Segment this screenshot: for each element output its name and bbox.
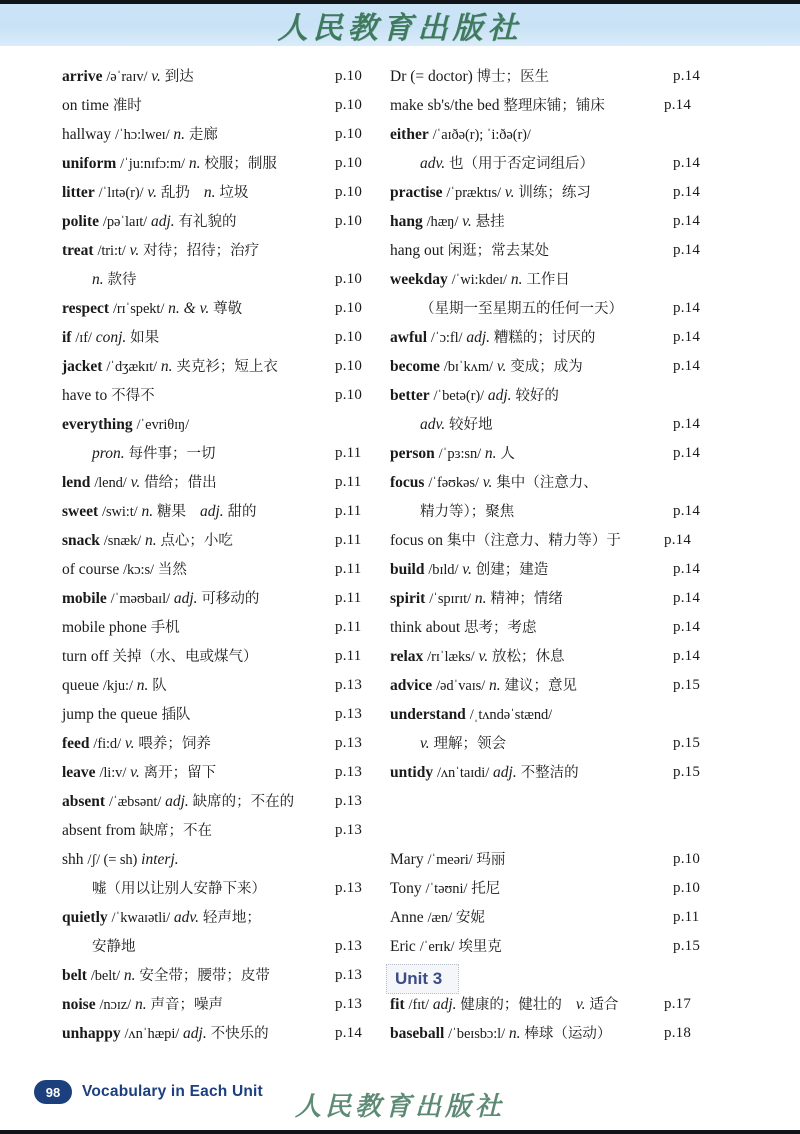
entry-page-reference: p.13 [335, 938, 363, 954]
entry-page-reference: p.11 [335, 648, 362, 664]
vocabulary-entry [62, 932, 372, 961]
vocabulary-entry [390, 439, 710, 468]
unit-label: Unit 3 [386, 964, 459, 994]
entry-page-reference: p.11 [335, 503, 362, 519]
entry-page-reference: p.10 [335, 387, 363, 403]
entry-text: hang /hæŋ/ v. 悬挂 [390, 213, 505, 230]
entry-page-reference: p.13 [335, 764, 363, 780]
entry-text: v. 理解；领会 [420, 735, 506, 752]
entry-text: mobile phone 手机 [62, 619, 180, 636]
entry-page-reference: p.10 [335, 155, 363, 171]
entry-text: on time 准时 [62, 97, 142, 114]
vocabulary-entry [390, 758, 710, 787]
entry-text: （星期一至星期五的任何一天） [420, 301, 623, 317]
entry-page-reference: p.10 [335, 97, 363, 113]
entry-text: adv. 也（用于否定词组后） [420, 155, 594, 172]
entry-text: hang out 闲逛；常去某处 [390, 242, 550, 259]
vocabulary-entry [390, 642, 710, 671]
entry-page-reference: p.14 [673, 561, 701, 577]
entry-text: treat /tri:t/ v. 对待；招待；治疗 [62, 242, 260, 259]
vocabulary-entry [62, 294, 372, 323]
entry-text: litter /ˈlɪtə(r)/ v. 乱扔 n. 垃圾 [62, 184, 249, 201]
vocabulary-column-left [62, 62, 372, 1048]
vocabulary-entry [390, 932, 710, 961]
entry-text: focus /ˈfəʊkəs/ v. 集中（注意力、 [390, 474, 598, 491]
entry-text: turn off 关掉（水、电或煤气） [62, 648, 258, 665]
entry-page-reference: p.11 [335, 474, 362, 490]
entry-text: 精力等）；聚焦 [420, 504, 515, 520]
vocabulary-entry [390, 294, 710, 323]
entry-page-reference: p.14 [673, 242, 701, 258]
entry-page-reference: p.14 [673, 416, 701, 432]
entry-page-reference: p.10 [335, 329, 363, 345]
vocabulary-column-right [390, 62, 710, 1048]
entry-page-reference: p.15 [673, 938, 701, 954]
entry-text: polite /pəˈlaɪt/ adj. 有礼貌的 [62, 213, 237, 230]
entry-text: advice /ədˈvaɪs/ n. 建议；意见 [390, 677, 577, 694]
vocabulary-entry [390, 526, 710, 555]
entry-page-reference: p.18 [664, 1025, 692, 1041]
vocabulary-entry [62, 410, 372, 439]
entry-text: absent from 缺席；不在 [62, 822, 212, 839]
entry-text: leave /li:v/ v. 离开；留下 [62, 764, 217, 781]
entry-text: unhappy /ʌnˈhæpi/ adj. 不快乐的 [62, 1025, 269, 1042]
vocabulary-entry [390, 584, 710, 613]
publisher-logo-header: 人民教育出版社 [277, 12, 523, 45]
entry-page-reference: p.13 [335, 677, 363, 693]
entry-text: quietly /ˈkwaɪətli/ adv. 轻声地； [62, 909, 261, 926]
entry-text: pron. 每件事；一切 [92, 445, 216, 462]
vocabulary-entry [62, 120, 372, 149]
entry-text: jump the queue 插队 [62, 706, 191, 723]
vocabulary-entry [62, 758, 372, 787]
vocabulary-entry [62, 613, 372, 642]
vocabulary-entry [390, 903, 710, 932]
entry-text: arrive /əˈraɪv/ v. 到达 [62, 68, 194, 85]
vocabulary-entry [62, 236, 372, 265]
vocabulary-entry [390, 207, 710, 236]
entry-text: build /bɪld/ v. 创建；建造 [390, 561, 549, 578]
entry-page-reference: p.13 [335, 793, 363, 809]
entry-text: Mary /ˈmeəri/ 玛丽 [390, 851, 506, 868]
entry-page-reference: p.14 [664, 97, 692, 113]
vocabulary-entry [390, 352, 710, 381]
vocabulary-entry [62, 555, 372, 584]
vocabulary-entry [390, 91, 710, 120]
entry-text: absent /ˈæbsənt/ adj. 缺席的；不在的 [62, 793, 295, 810]
entry-page-reference: p.15 [673, 764, 701, 780]
vocabulary-entry [62, 178, 372, 207]
entry-text: have to 不得不 [62, 387, 155, 404]
entry-page-reference: p.14 [673, 358, 701, 374]
entry-text: shh /ʃ/ (= sh) interj. [62, 851, 179, 868]
entry-text: Anne /æn/ 安妮 [390, 909, 485, 926]
entry-text: better /ˈbetə(r)/ adj. 较好的 [390, 387, 559, 404]
vocabulary-entry [62, 497, 372, 526]
spacer-row [390, 816, 710, 845]
entry-text: awful /ˈɔ:fl/ adj. 糟糕的；讨厌的 [390, 329, 596, 346]
entry-page-reference: p.13 [335, 706, 363, 722]
entry-page-reference: p.11 [335, 590, 362, 606]
vocabulary-entry [62, 91, 372, 120]
entry-text: if /ɪf/ conj. 如果 [62, 329, 160, 346]
vocabulary-entry [62, 816, 372, 845]
entry-text: noise /nɔɪz/ n. 声音；噪声 [62, 996, 223, 1013]
page-number-badge: 98 [34, 1080, 72, 1104]
entry-text: everything /ˈevriθɪŋ/ [62, 416, 190, 433]
entry-page-reference: p.14 [673, 503, 701, 519]
vocabulary-entry [390, 729, 710, 758]
entry-text: respect /rɪˈspekt/ n. & v. 尊敬 [62, 300, 243, 317]
entry-page-reference: p.15 [673, 735, 701, 751]
entry-text: uniform /ˈju:nɪfɔ:m/ n. 校服；制服 [62, 155, 277, 172]
vocabulary-entry [62, 439, 372, 468]
entry-page-reference: p.13 [335, 880, 363, 896]
vocabulary-entry [390, 120, 710, 149]
entry-page-reference: p.14 [673, 213, 701, 229]
vocabulary-entry [62, 845, 372, 874]
vocabulary-entry [390, 381, 710, 410]
entry-text: 安静地 [92, 939, 136, 955]
vocabulary-entry [62, 381, 372, 410]
entry-page-reference: p.14 [673, 590, 701, 606]
entry-page-reference: p.14 [673, 155, 701, 171]
vocabulary-entry [62, 323, 372, 352]
entry-page-reference: p.10 [335, 358, 363, 374]
entry-page-reference: p.11 [673, 909, 700, 925]
vocabulary-entry [390, 1019, 710, 1048]
vocabulary-entry [62, 700, 372, 729]
entry-text: think about 思考；考虑 [390, 619, 537, 636]
entry-text: sweet /swi:t/ n. 糖果 adj. 甜的 [62, 503, 257, 520]
entry-text: of course /kɔ:s/ 当然 [62, 561, 187, 578]
publisher-logo-footer: 人民教育出版社 [294, 1092, 505, 1121]
entry-page-reference: p.14 [673, 68, 701, 84]
vocabulary-entry [62, 961, 372, 990]
vocabulary-entry [62, 1019, 372, 1048]
entry-page-reference: p.13 [335, 735, 363, 751]
vocabulary-entry [390, 178, 710, 207]
entry-page-reference: p.11 [335, 445, 362, 461]
entry-text: belt /belt/ n. 安全带；腰带；皮带 [62, 967, 270, 984]
entry-text: make sb's/the bed 整理床铺；铺床 [390, 97, 605, 114]
entry-text: practise /ˈpræktɪs/ v. 训练；练习 [390, 184, 591, 201]
entry-page-reference: p.10 [335, 271, 363, 287]
entry-page-reference: p.10 [335, 300, 363, 316]
entry-text: Eric /ˈerɪk/ 埃里克 [390, 938, 502, 955]
entry-page-reference: p.13 [335, 822, 363, 838]
vocabulary-entry [390, 613, 710, 642]
entry-text: person /ˈpɜ:sn/ n. 人 [390, 445, 515, 462]
entry-page-reference: p.13 [335, 967, 363, 983]
vocabulary-entry [390, 62, 710, 91]
vocabulary-entry [390, 236, 710, 265]
vocabulary-entry [390, 874, 710, 903]
entry-text: relax /rɪˈlæks/ v. 放松；休息 [390, 648, 565, 665]
entry-page-reference: p.11 [335, 561, 362, 577]
entry-page-reference: p.10 [673, 880, 701, 896]
spacer-row [390, 787, 710, 816]
vocabulary-entry [62, 526, 372, 555]
vocabulary-entry [62, 729, 372, 758]
entry-page-reference: p.14 [673, 329, 701, 345]
vocabulary-entry [62, 584, 372, 613]
vocabulary-entry [390, 845, 710, 874]
entry-text: understand /ˌtʌndəˈstænd/ [390, 706, 553, 723]
entry-page-reference: p.14 [673, 445, 701, 461]
vocabulary-entry [390, 149, 710, 178]
entry-text: mobile /ˈməʊbaɪl/ adj. 可移动的 [62, 590, 260, 607]
vocabulary-entry [390, 700, 710, 729]
entry-text: n. 款待 [92, 271, 137, 288]
entry-page-reference: p.10 [335, 213, 363, 229]
entry-text: spirit /ˈspɪrɪt/ n. 精神；情绪 [390, 590, 563, 607]
vocabulary-entry [62, 671, 372, 700]
entry-text: adv. 较好地 [420, 416, 493, 433]
vocabulary-entry [390, 990, 710, 1019]
vocabulary-entry [390, 468, 710, 497]
entry-text: either /ˈaɪðə(r); ˈi:ðə(r)/ [390, 126, 531, 143]
vocabulary-entry [62, 990, 372, 1019]
entry-text: Dr (= doctor) 博士；医生 [390, 68, 550, 85]
entry-page-reference: p.13 [335, 996, 363, 1012]
entry-text: jacket /ˈdʒækɪt/ n. 夹克衫；短上衣 [62, 358, 278, 375]
entry-text: weekday /ˈwi:kdeɪ/ n. 工作日 [390, 271, 570, 288]
vocabulary-entry [62, 62, 372, 91]
vocabulary-entry [390, 671, 710, 700]
entry-text: feed /fi:d/ v. 喂养；饲养 [62, 735, 211, 752]
entry-page-reference: p.10 [335, 68, 363, 84]
vocabulary-entry [390, 323, 710, 352]
entry-text: untidy /ʌnˈtaɪdi/ adj. 不整洁的 [390, 764, 579, 781]
entry-text: queue /kju:/ n. 队 [62, 677, 167, 694]
footer-section-title: Vocabulary in Each Unit [82, 1083, 263, 1100]
entry-text: lend /lend/ v. 借给；借出 [62, 474, 217, 491]
entry-page-reference: p.11 [335, 532, 362, 548]
entry-page-reference: p.10 [673, 851, 701, 867]
vocabulary-entry [390, 497, 710, 526]
entry-text: baseball /ˈbeɪsbɔ:l/ n. 棒球（运动） [390, 1025, 612, 1042]
entry-page-reference: p.10 [335, 184, 363, 200]
entry-page-reference: p.11 [335, 619, 362, 635]
entry-page-reference: p.14 [664, 532, 692, 548]
entry-text: fit /fɪt/ adj. 健康的；健壮的 v. 适合 [390, 996, 619, 1013]
vocabulary-entry [62, 149, 372, 178]
entry-page-reference: p.14 [673, 619, 701, 635]
vocabulary-entry [62, 352, 372, 381]
entry-text: become /bɪˈkʌm/ v. 变成；成为 [390, 358, 583, 375]
vocabulary-entry [62, 207, 372, 236]
entry-text: Tony /ˈtəʊni/ 托尼 [390, 880, 501, 897]
entry-page-reference: p.14 [335, 1025, 363, 1041]
vocabulary-entry [62, 903, 372, 932]
entry-text: snack /snæk/ n. 点心；小吃 [62, 532, 233, 549]
entry-text: 嘘（用以让别人安静下来） [92, 881, 266, 897]
entry-page-reference: p.10 [335, 126, 363, 142]
vocabulary-entry [62, 642, 372, 671]
unit-label-row [390, 961, 710, 990]
page-bottom-rule [0, 1130, 800, 1134]
vocabulary-entry [390, 265, 710, 294]
entry-text: focus on 集中（注意力、精力等）于 [390, 532, 621, 549]
vocabulary-entry [62, 468, 372, 497]
entry-page-reference: p.17 [664, 996, 692, 1012]
vocabulary-entry [390, 555, 710, 584]
entry-page-reference: p.14 [673, 300, 701, 316]
vocabulary-entry [62, 787, 372, 816]
vocabulary-entry [62, 874, 372, 903]
entry-page-reference: p.14 [673, 184, 701, 200]
entry-text: hallway /ˈhɔ:lweɪ/ n. 走廊 [62, 126, 218, 143]
entry-page-reference: p.14 [673, 648, 701, 664]
entry-page-reference: p.15 [673, 677, 701, 693]
vocabulary-entry [62, 265, 372, 294]
vocabulary-entry [390, 410, 710, 439]
